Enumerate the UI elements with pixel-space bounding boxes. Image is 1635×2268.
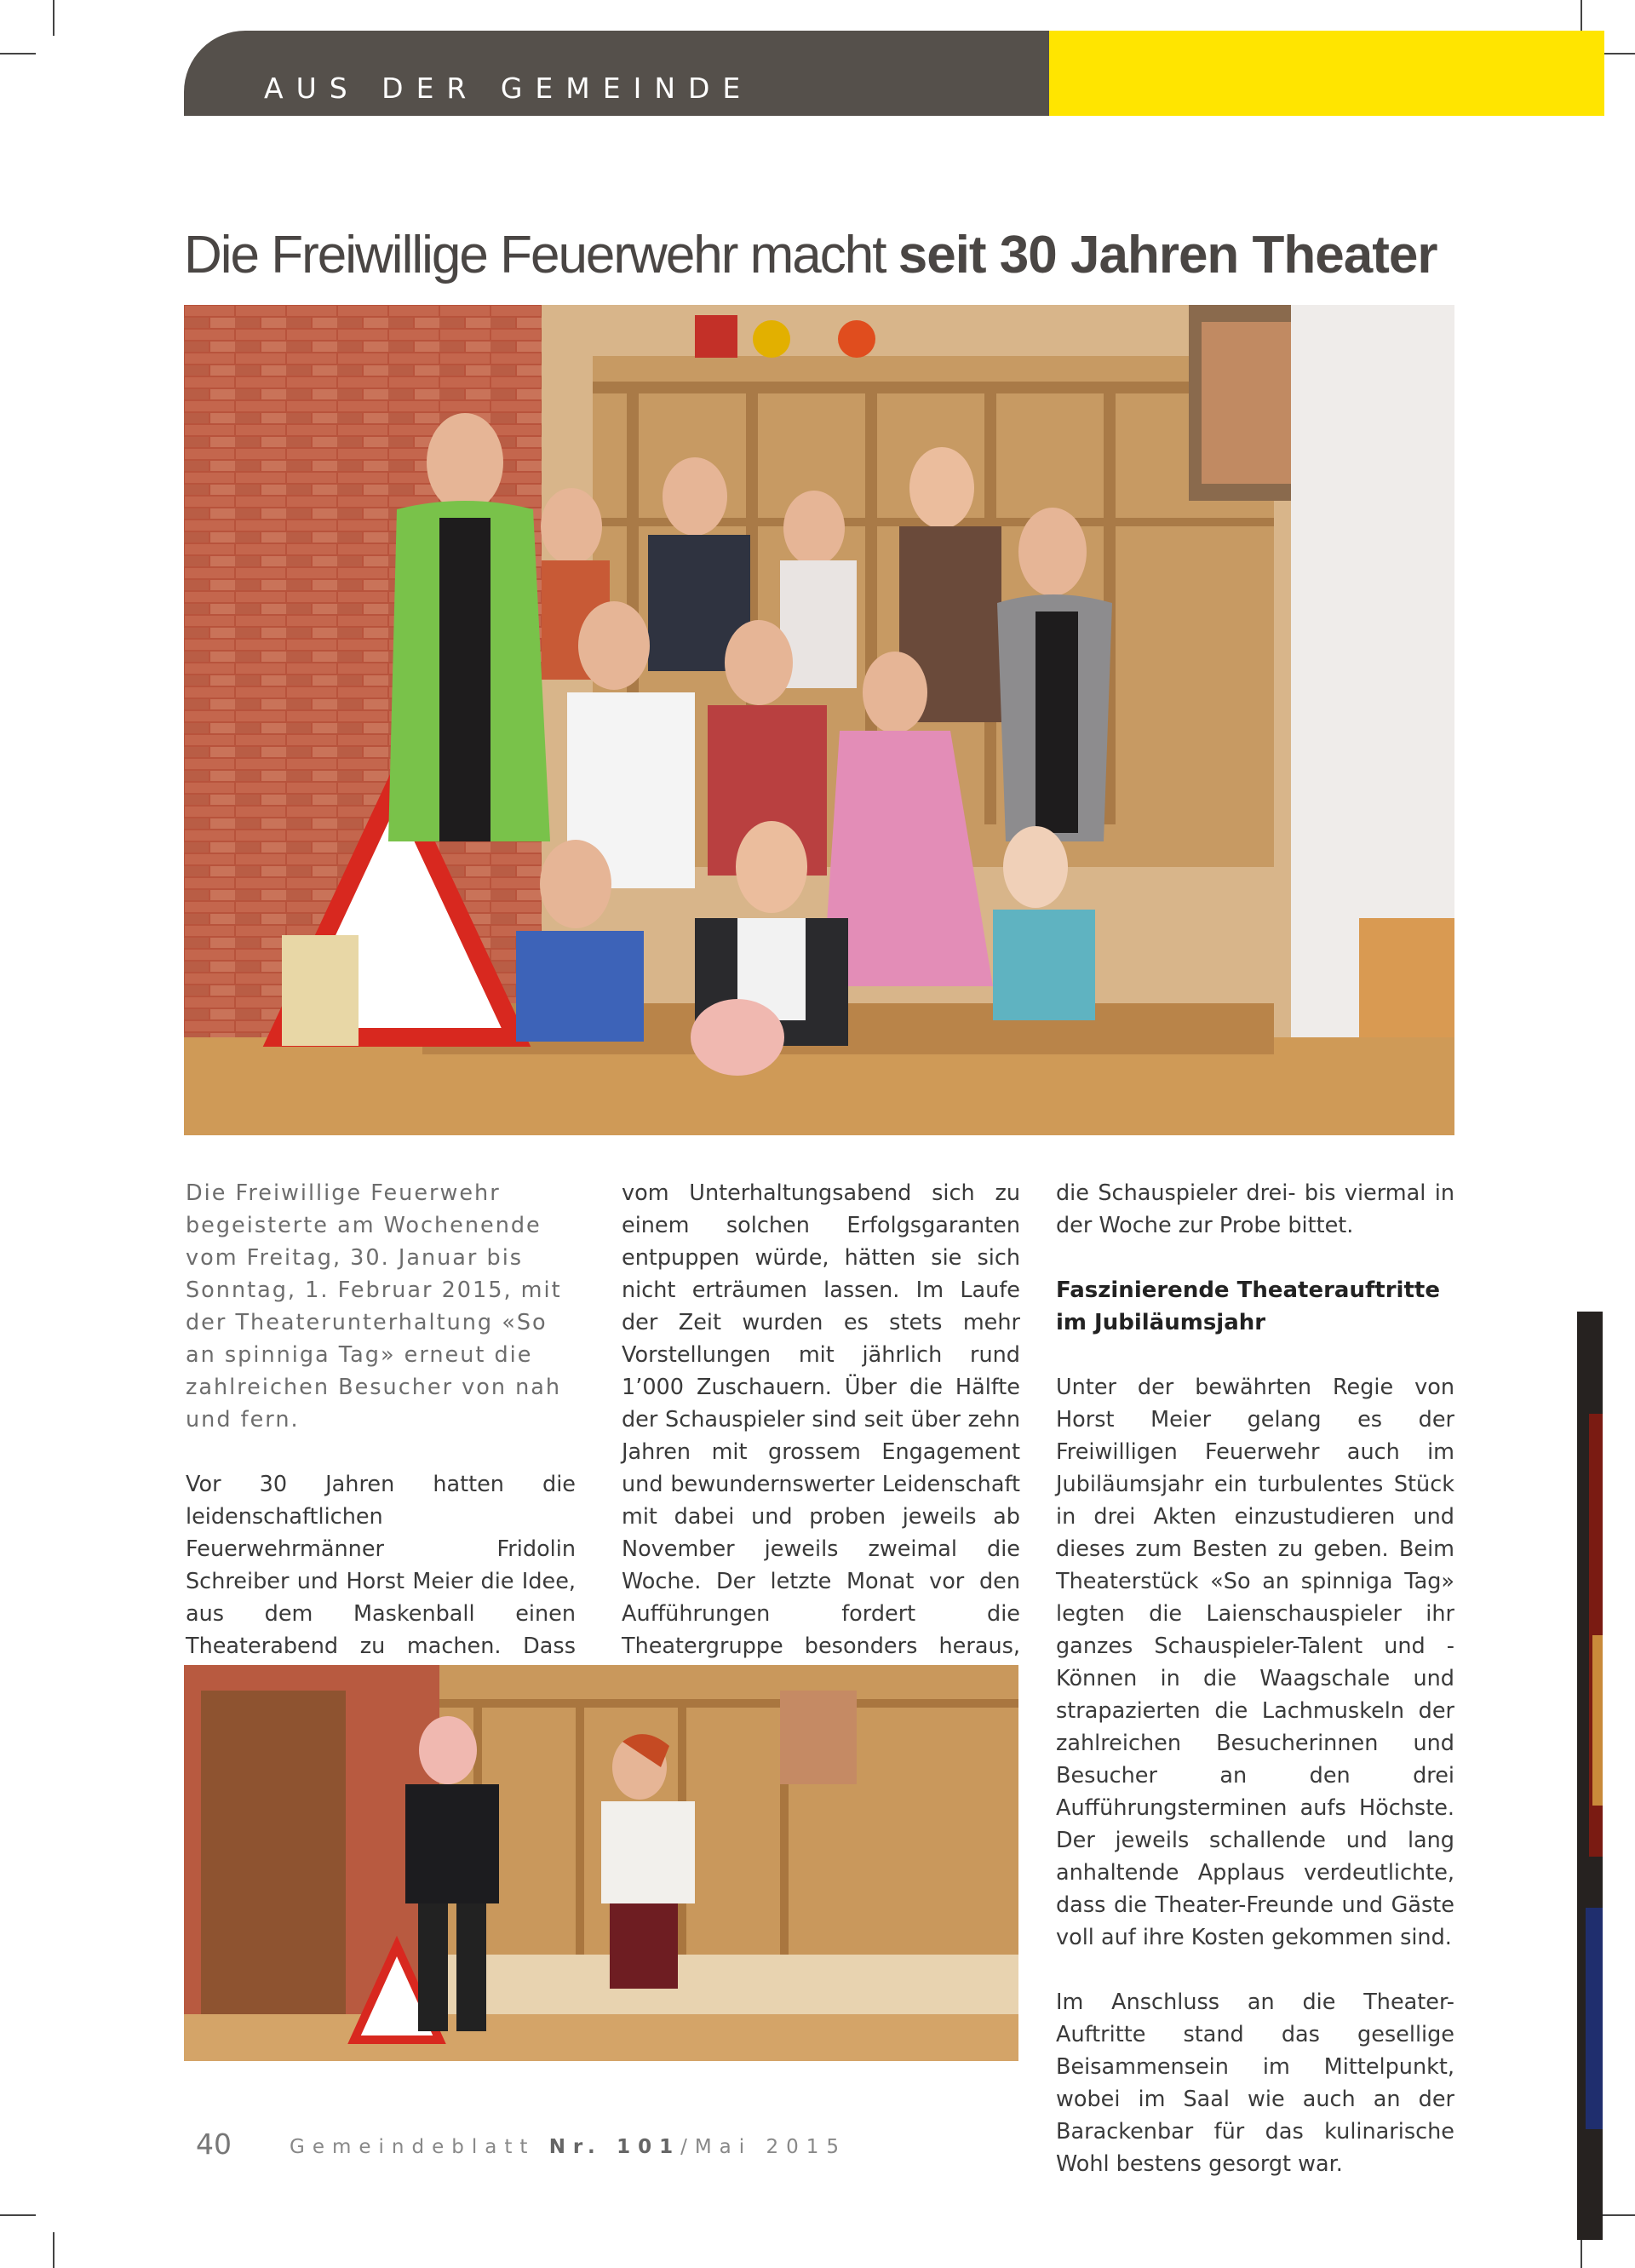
publication-name: Gemeindeblatt xyxy=(290,2136,536,2158)
article-headline xyxy=(184,223,1461,288)
article-paragraph: vom Unterhaltungsabend sich zu einem solchen Erfolgsgaranten entpuppen würde, hätten sie sich nicht erträumen lassen. Im Laufe der Zeit wurden es stets mehr Vorstellungen mit jährlich rund 1’000 Zuschauern. Über die Hälfte der Schauspieler sind seit über zehn Jahren mit grossem Engagement und bewundernswerter Leidenschaft mit dabei und proben jeweils ab November jeweils zweimal die Woche. Der letzte Monat vor den Aufführungen fordert die Theatergruppe besonders heraus, xyxy=(622,1180,1020,1659)
text-column-2 xyxy=(622,1177,1020,1695)
article-paragraph: die Schauspieler drei- bis viermal in der Woche zur Probe bittet. xyxy=(1056,1180,1454,1238)
crop-mark xyxy=(1599,2214,1635,2216)
text-column-1 xyxy=(186,1177,576,1695)
section-label: AUS DER GEMEINDE xyxy=(264,72,754,105)
crop-mark xyxy=(53,2232,54,2268)
page-number: 40 xyxy=(196,2127,232,2161)
article-lead: Die Freiwillige Feuerwehr begeisterte am Wochenende vom Freitag, 30. Januar bis Sonntag, 1. Februar 2015, mit der Theaterunterhaltung «So an spinniga Tag» erneut die zahlreichen Besucher von nah und fern. xyxy=(186,1180,562,1433)
issue-number: 101 xyxy=(617,2136,681,2158)
section-header-accent xyxy=(1049,31,1604,116)
stage-scene-photo xyxy=(184,1665,1018,2061)
issue-date: /Mai 2015 xyxy=(680,2136,846,2158)
article-subheading: Faszinierende Theaterauftritte im Jubiläumsjahr xyxy=(1056,1278,1440,1335)
headline-light: Die Freiwillige Feuerwehr macht xyxy=(184,226,886,284)
article-paragraph: Unter der bewährten Regie von Horst Meier gelang es der Freiwilligen Feuerwehr auch im Jubiläumsjahr ein turbulentes Stück in drei Akten einzustudieren und dieses zum Besten zu geben. Beim Theaterstück «So an spinniga Tag» legten die Laienschauspieler ihr ganzes Schauspieler-Talent und -Können in die Waagschale und strapazierten die Lachmuskeln der zahlreichen Besucherinnen und Besucher an den drei Aufführungsterminen aufs Höchste. Der jeweils schallende und lang anhaltende Applaus verdeutlichte, dass die Theater-Freunde und Gäste voll auf ihre Kosten gekommen sind. xyxy=(1056,1375,1454,1950)
page-edge-bleed xyxy=(1577,1312,1603,2240)
group-photo-illustration xyxy=(184,305,1454,1135)
article-paragraph: Vor 30 Jahren hatten die leidenschaftlichen Feuerwehrmänner Fridolin Schreiber und Horst Meier die Idee, aus dem Maskenball einen Theaterabend zu machen. Dass xyxy=(186,1472,576,1659)
stage-photo-illustration xyxy=(184,1665,1018,2061)
crop-mark xyxy=(53,0,54,36)
article-paragraph: Im Anschluss an die Theater-Auftritte stand das gesellige Beisammensein im Mittelpunkt, wobei im Saal wie auch an der Barackenbar für das kulinarische Wohl bestens gesorgt war. xyxy=(1056,1990,1454,2177)
publication-footer xyxy=(290,2134,846,2160)
issue-prefix: Nr. xyxy=(548,2136,603,2158)
crop-mark xyxy=(0,53,36,55)
text-column-3 xyxy=(1056,1177,1454,2180)
main-group-photo xyxy=(184,305,1454,1135)
crop-mark xyxy=(0,2214,36,2216)
crop-mark xyxy=(1599,53,1635,55)
headline-bold: seit 30 Jahren Theater xyxy=(898,226,1437,284)
